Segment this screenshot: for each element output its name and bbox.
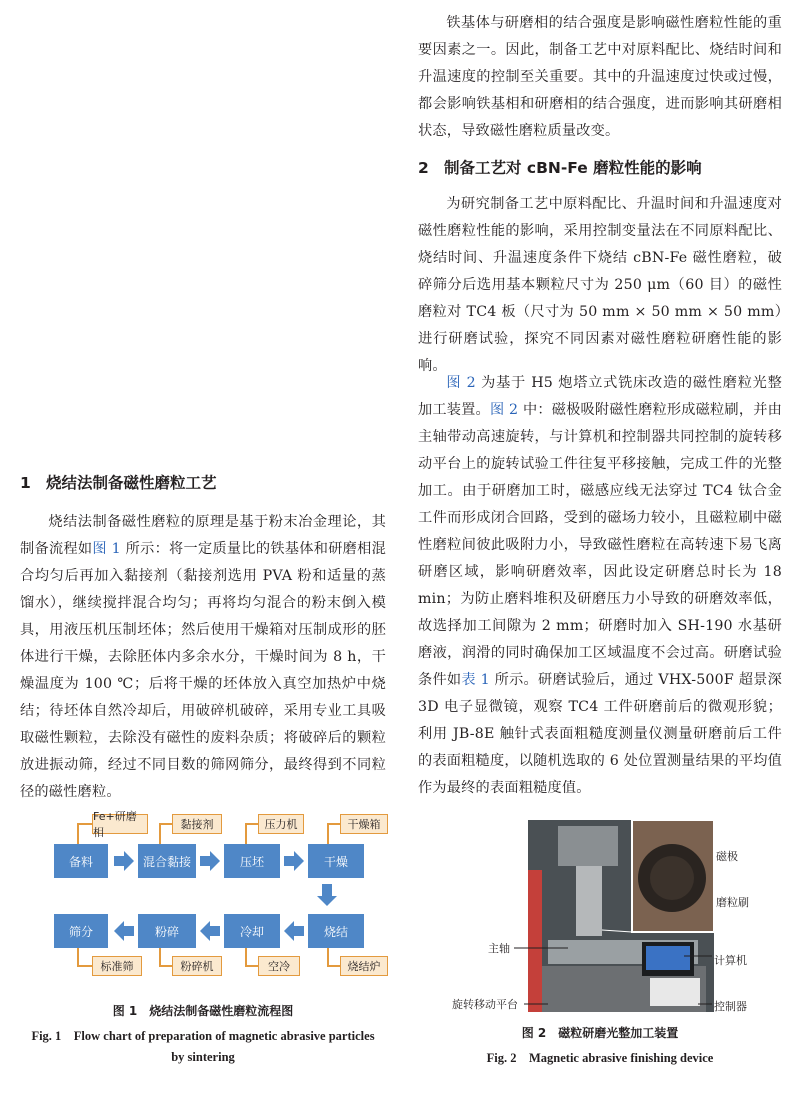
flow-tag-dryer: 干燥箱 <box>340 814 388 834</box>
label-magnetic-pole: 磁极 <box>716 850 738 863</box>
flow-tag-standard-sieve: 标准筛 <box>92 956 142 976</box>
figure-1-caption-en-2: by sintering <box>171 1050 235 1064</box>
flow-tag-raw-material: Fe+研磨相 <box>92 814 148 834</box>
figure-1-flowchart <box>48 810 394 990</box>
arrow-left-2 <box>200 921 220 941</box>
flow-tag-furnace: 烧结炉 <box>340 956 388 976</box>
paragraph-sintering-process: 烧结法制备磁性磨粒的原理是基于粉末冶金理论，其制备流程如图 1 所示：将一定质量比的铁基体和研磨相混合均匀后再加入黏接剂（黏接剂选用 PVA 粉和适量的蒸馏水），继续搅拌混合均匀；再将均匀混合的粉末倒入模具，用液压机压制坯体；然后使用干燥箱对压制成形的胚体进行干燥，去除胚体内多余水分，干燥时间为 8 h，干燥温度为 100 ℃；后将干燥的坯体放入真空加热炉中烧结；待坯体自然冷却后，用破碎机破碎，采用专业工具吸取磁性颗粒，去除没有磁性的废料杂质；将破碎后的颗粒放进振动筛，经过不同目数的筛网筛分，最终得到不同粒径的磁性磨粒。 <box>20 514 387 800</box>
flow-node-dry: 干燥 <box>308 844 364 878</box>
label-computer: 计算机 <box>714 954 747 967</box>
flow-node-crush: 粉碎 <box>138 914 196 948</box>
connector-top-2 <box>160 824 172 846</box>
figure-2-link-2[interactable]: 图 2 <box>489 402 519 418</box>
flow-node-cool: 冷却 <box>224 914 280 948</box>
flow-node-press: 压坯 <box>224 844 280 878</box>
arrow-right-1 <box>114 851 134 871</box>
label-abrasive-brush: 磨粒刷 <box>716 896 749 909</box>
connector-bottom-4 <box>328 946 340 966</box>
flow-tag-press: 压力机 <box>258 814 304 834</box>
figure-2-caption-en: Fig. 2 Magnetic abrasive finishing device <box>486 1051 714 1065</box>
connector-bottom-2 <box>160 946 172 966</box>
arrow-right-3 <box>284 851 304 871</box>
flow-tag-binder: 黏接剂 <box>172 814 222 834</box>
connector-bottom-3 <box>246 946 258 966</box>
flow-node-sieve: 筛分 <box>54 914 108 948</box>
figure-1-link[interactable]: 图 1 <box>92 541 121 557</box>
flow-tag-crusher: 粉碎机 <box>172 956 222 976</box>
section-heading-2: 2 制备工艺对 cBN-Fe 磨粒性能的影响 <box>418 159 702 177</box>
label-controller: 控制器 <box>714 1000 747 1013</box>
figure-1-caption-cn: 图 1 烧结法制备磁性磨粒流程图 <box>112 1004 294 1018</box>
flow-node-prepare: 备料 <box>54 844 108 878</box>
label-rotary-platform: 旋转移动平台 <box>452 998 518 1011</box>
connector-top-3 <box>246 824 258 846</box>
label-spindle: 主轴 <box>488 942 510 955</box>
arrow-right-2 <box>200 851 220 871</box>
figure-2-link[interactable]: 图 2 <box>446 375 476 391</box>
flow-tag-air-cool: 空冷 <box>258 956 300 976</box>
arrow-left-1 <box>284 921 304 941</box>
paragraph-study-design: 为研究制备工艺中原料配比、升温时间和升温速度对磁性磨粒性能的影响，采用控制变量法在不同原料配比、烧结时间、升温速度条件下烧结 cBN-Fe 磁性磨粒，破碎筛分后选用基本颗粒尺寸为 250 μm（60 目）的磁性磨粒对 TC4 板（尺寸为 50 mm × 50 mm × 50 mm）进行研磨试验，探究不同因素对磁性磨粒研磨性能的影响。 <box>418 196 782 374</box>
connector-top-1 <box>78 824 92 846</box>
arrow-down <box>317 884 337 906</box>
figure-2-leader-lines <box>418 0 782 1093</box>
figure-1-caption-en: Fig. 1 Flow chart of preparation of magnetic abrasive particles <box>31 1029 375 1043</box>
paragraph-bonding-strength: 铁基体与研磨相的结合强度是影响磁性磨粒性能的重要因素之一。因此，制备工艺中对原料配比、烧结时间和升温速度的控制至关重要。其中的升温速度过快或过慢，都会影响铁基相和研磨相的结合强度，进而影响其研磨相状态，导致磁性磨粒质量改变。 <box>418 15 782 139</box>
arrow-left-3 <box>114 921 134 941</box>
figure-2-caption-cn: 图 2 磁粒研磨光整加工装置 <box>521 1026 679 1040</box>
flow-node-sinter: 烧结 <box>308 914 364 948</box>
connector-bottom-1 <box>78 946 92 966</box>
connector-top-4 <box>328 824 340 846</box>
flow-node-mix: 混合黏接 <box>138 844 196 878</box>
paragraph-device: 图 2 为基于 H5 炮塔立式铣床改造的磁性磨粒光整加工装置。图 2 中：磁极吸附磁性磨粒形成磁粒刷，并由主轴带动高速旋转，与计算机和控制器共同控制的旋转移动平台上的旋转试验工件往复平移接触，完成工件的光整加工。由于研磨加工时，磁感应线无法穿过 TC4 钛合金工件而形成闭合回路，受到的磁场力较小，且磁粒刷中磁性磨粒间彼此吸附力小，导致磁性磨粒在高转速下易飞离研磨区域，影响研磨效率，因此设定研磨总时长为 18 min；为防止磨料堆积及研磨压力小导致的研磨效率低，故选择加工间隙为 2 mm；研磨时加入 SH-190 水基研磨液，润滑的同时确保加工区域温度不会过高。研磨试验条件如表 1 所示。研磨试验后，通过 VHX-500F 超景深 3D 电子显微镜，观察 TC4 工件研磨前后的微观形貌；利用 JB-8E 触针式表面粗糙度测量仪测量研磨前后工件的表面粗糙度，以随机选取的 6 处位置测量结果的平均值作为最终的表面粗糙度值。 <box>418 375 783 796</box>
table-1-link[interactable]: 表 1 <box>461 672 490 688</box>
section-heading-1: 1 烧结法制备磁性磨粒工艺 <box>20 474 217 492</box>
